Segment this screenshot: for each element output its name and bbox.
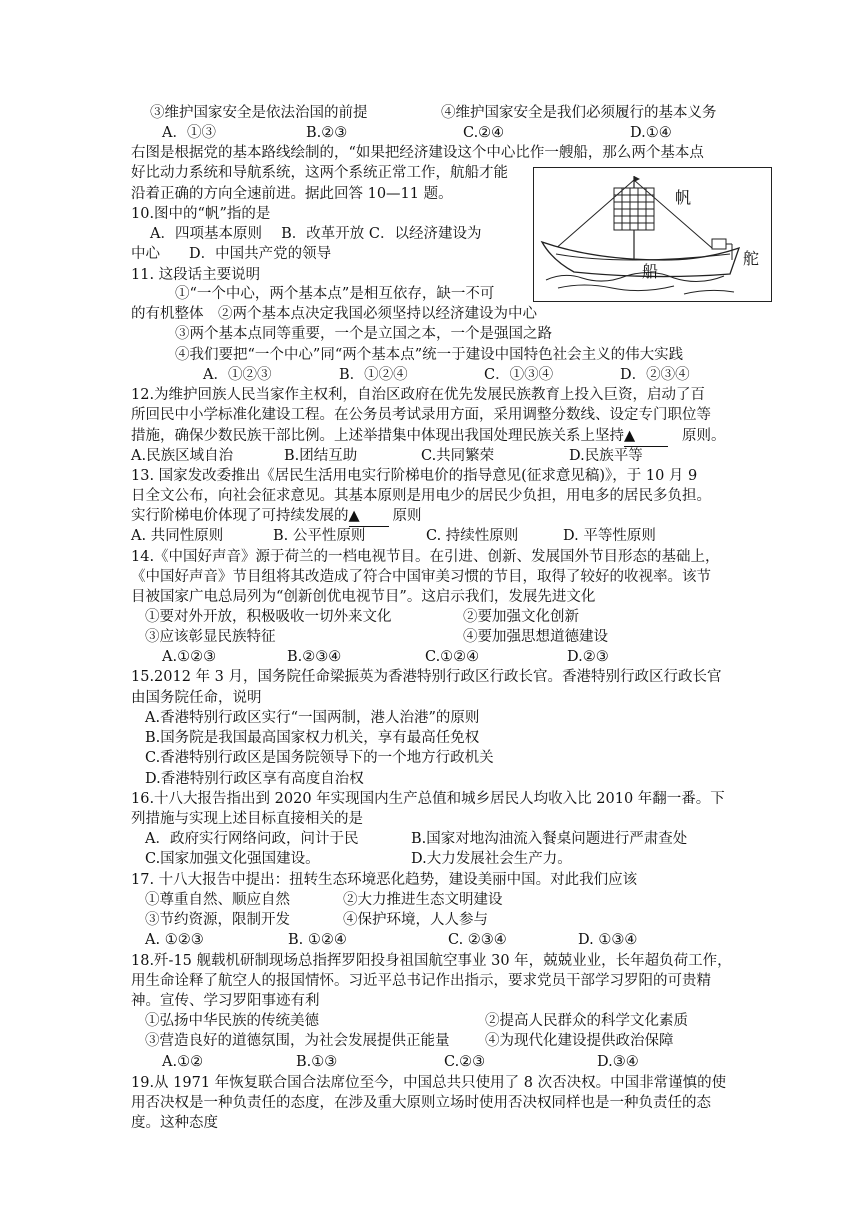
q11-stem: 11. 这段话主要说明	[131, 267, 261, 283]
q11-statement-3: ③两个基本点同等重要，一个是立国之本，一个是强国之路	[175, 326, 552, 342]
q10-options-line-1: A．四项基本原则 B．改革开放 C．以经济建设为	[150, 226, 482, 242]
q13-stem-line-3	[131, 506, 422, 527]
q18-option-b: B.①③	[296, 1054, 338, 1070]
q14-statement-4: ④要加强思想道德建设	[463, 629, 608, 645]
q18-statement-4: ④为现代化建设提供政治保障	[485, 1033, 674, 1049]
q13-stem-line-1: 13. 国家发改委推出《居民生活用电实行阶梯电价的指导意见(征求意见稿)》，于 10 月 9	[131, 468, 698, 484]
q14-stem-line-2: 《中国好声音》节目组将其改造成了符合中国审美习惯的节目，取得了较好的收视率。该节	[131, 569, 711, 585]
q13-option-a: A. 共同性原则	[131, 528, 224, 544]
q18-statement-2: ②提高人民群众的科学文化素质	[485, 1013, 688, 1029]
ship-diagram	[533, 167, 772, 302]
ship-drawing	[534, 168, 771, 301]
q19-stem-line-1: 19.从 1971 年恢复联合国合法席位至今，中国总共只使用了 8 次否决权。中国非常谨慎的使	[131, 1075, 727, 1091]
q17-option-b: B. ①②④	[288, 932, 347, 948]
q11-option-d: D．②③④	[620, 367, 690, 383]
q12-stem-line-1: 12.为维护回族人民当家作主权利，自治区政府在优先发展民族教育上投入巨资，启动了百	[131, 387, 706, 403]
intro-line-3: 沿着正确的方向全速前进。据此回答 10—11 题。	[131, 186, 453, 202]
q14-statement-3: ③应该彰显民族特征	[145, 629, 276, 645]
q11-statement-4: ④我们要把“一个中心”同“两个基本点”统一于建设中国特色社会主义的伟大实践	[175, 347, 684, 363]
q9-statement-3: ③维护国家安全是依法治国的前提	[150, 105, 368, 121]
q15-option-b: B.国务院是我国最高国家权力机关，享有最高任免权	[145, 730, 480, 746]
q17-statement-1: ①尊重自然、顺应自然	[145, 892, 290, 908]
sail-label: 帆	[675, 188, 692, 207]
q11-option-a: A．①②③	[203, 367, 272, 383]
q13-option-b: B. 公平性原则	[273, 528, 366, 544]
q18-statement-3: ③营造良好的道德氛围，为社会发展提供正能量	[145, 1033, 450, 1049]
q14-statement-2: ②要加强文化创新	[463, 609, 579, 625]
q14-option-d: D.②③	[567, 649, 609, 665]
q10-stem: 10.图中的“帆”指的是	[131, 206, 271, 222]
q16-stem-line-1: 16.十八大报告指出到 2020 年实现国内生产总值和城乡居民人均收入比 2010 年翻一番。下	[131, 791, 725, 807]
q9-option-c: C.②④	[463, 125, 505, 141]
q13-answer-blank: ▲	[349, 506, 389, 527]
q16-option-b: B.国家对地沟油流入餐桌问题进行严肃查处	[411, 831, 688, 847]
q16-stem-line-2: 列措施与实现上述目标直接相关的是	[131, 811, 363, 827]
q16-option-d: D.大力发展社会生产力。	[411, 851, 572, 867]
q14-stem-line-3: 目被国家广电总局列为“创新创优电视节目”。这启示我们，发展先进文化	[131, 589, 596, 605]
q9-option-a: A．①③	[162, 125, 216, 141]
q14-statement-1: ①要对外开放，积极吸收一切外来文化	[145, 609, 392, 625]
q17-statement-2: ②大力推进生态文明建设	[343, 892, 503, 908]
q12-stem-line-3	[131, 426, 726, 447]
q14-option-a: A.①②③	[162, 649, 217, 665]
q9-option-d: D.①④	[630, 125, 672, 141]
q12-answer-blank: ▲	[624, 426, 668, 447]
q14-option-b: B.②③④	[287, 649, 342, 665]
q15-option-c: C.香港特别行政区是国务院领导下的一个地方行政机关	[145, 750, 494, 766]
q17-option-a: A. ①②③	[145, 932, 204, 948]
q19-stem-line-2: 用否决权是一种负责任的态度，在涉及重大原则立场时使用否决权同样也是一种负责任的态	[131, 1095, 711, 1111]
q18-statement-1: ①弘扬中华民族的传统美德	[145, 1013, 319, 1029]
q10-options-line-2: 中心 D．中国共产党的领导	[131, 246, 332, 262]
q11-option-c: C．①③④	[484, 367, 554, 383]
q15-stem-line-1: 15.2012 年 3 月，国务院任命梁振英为香港特别行政区行政长官。香港特别行政区行政长官	[131, 669, 722, 685]
q17-statement-4: ④保护环境，人人参与	[343, 912, 488, 928]
q9-option-b: B.②③	[306, 125, 348, 141]
q18-option-c: C.②③	[444, 1054, 486, 1070]
intro-line-1: 右图是根据党的基本路线绘制的，“如果把经济建设这个中心比作一艘船，那么两个基本点	[131, 145, 704, 161]
q18-stem-line-3: 神。宣传、学习罗阳事迹有利	[131, 993, 320, 1009]
q12-option-d: D.民族平等	[569, 448, 643, 464]
q16-option-c: C.国家加强文化强国建设。	[145, 851, 320, 867]
q13-option-d: D. 平等性原则	[563, 528, 656, 544]
q18-stem-line-2: 用生命诠释了航空人的报国情怀。习近平总书记作出指示，要求党员干部学习罗阳的可贵精	[131, 973, 711, 989]
q13-stem-end: 原则	[392, 508, 422, 524]
q9-statement-4: ④维护国家安全是我们必须履行的基本义务	[441, 105, 717, 121]
q11-option-b: B．①②④	[339, 367, 408, 383]
q12-option-a: A.民族区域自治	[131, 448, 234, 464]
q12-stem-text: 措施，确保少数民族干部比例。上述举措集中体现出我国处理民族关系上坚持	[131, 428, 624, 444]
q19-stem-line-3: 度。这种态度	[131, 1115, 218, 1131]
q12-stem-end: 原则。	[682, 428, 726, 444]
q16-option-a: A．政府实行网络问政，问计于民	[145, 831, 359, 847]
q18-option-d: D.③④	[597, 1054, 639, 1070]
q18-stem-line-1: 18.歼-15 舰载机研制现场总指挥罗阳投身祖国航空事业 30 年，兢兢业业，长年超负荷工作，	[131, 953, 732, 969]
q11-statement-1a: ①“一个中心，两个基本点”是相互依存，缺一不可	[175, 286, 495, 302]
q17-statement-3: ③节约资源，限制开发	[145, 912, 290, 928]
ship-label: 船	[642, 262, 659, 281]
q18-option-a: A.①②	[162, 1054, 204, 1070]
q13-stem-line-2: 日全文公布，向社会征求意见。其基本原则是用电少的居民少负担，用电多的居民多负担。	[131, 488, 711, 504]
q15-stem-line-2: 由国务院任命，说明	[131, 690, 262, 706]
q13-option-c: C. 持续性原则	[426, 528, 519, 544]
q15-option-d: D.香港特别行政区享有高度自治权	[145, 771, 364, 787]
q12-option-b: B.团结互助	[284, 448, 358, 464]
rudder-label: 舵	[743, 249, 760, 268]
intro-line-2: 好比动力系统和导航系统，这两个系统正常工作，航船才能	[131, 165, 508, 181]
q11-statement-1b: 的有机整体 ②两个基本点决定我国必须坚持以经济建设为中心	[131, 306, 537, 322]
q15-option-a: A.香港特别行政区实行“一国两制，港人治港”的原则	[145, 710, 480, 726]
q13-stem-text: 实行阶梯电价体现了可持续发展的	[131, 508, 349, 524]
q17-option-c: C. ②③④	[448, 932, 507, 948]
q14-stem-line-1: 14.《中国好声音》源于荷兰的一档电视节目。在引进、创新、发展国外节目形态的基础上，	[131, 549, 720, 565]
q17-option-d: D. ①③④	[578, 932, 638, 948]
q12-option-c: C.共同繁荣	[421, 448, 495, 464]
q14-option-c: C.①②④	[425, 649, 480, 665]
q17-stem: 17. 十八大报告中提出：扭转生态环境恶化趋势，建设美丽中国。对此我们应该	[131, 872, 638, 888]
q12-stem-line-2: 所回民中小学标准化建设工程。在公务员考试录用方面，采用调整分数线、设定专门职位等	[131, 407, 711, 423]
